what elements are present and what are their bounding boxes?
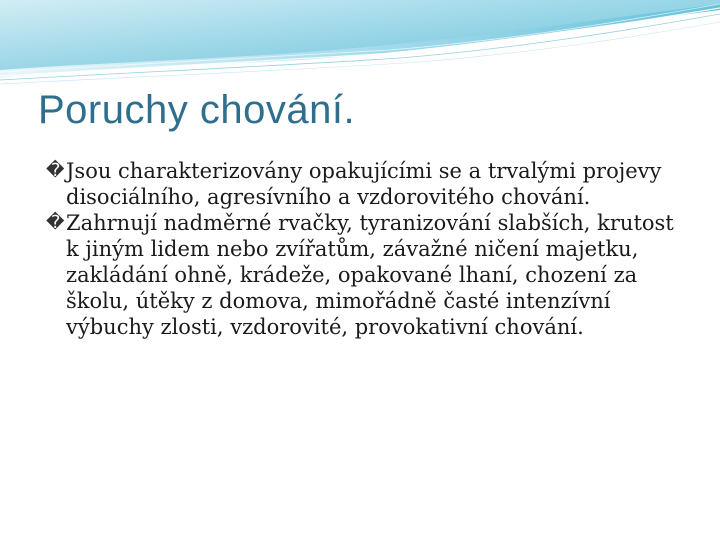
bullet-icon: � xyxy=(46,160,65,181)
bullet-list xyxy=(46,158,686,340)
bullet-icon: � xyxy=(46,212,65,233)
bullet-item xyxy=(46,210,686,340)
bullet-text: Jsou charakterizovány opakujícími se a trvalými projevy disociálního, agresívního a vzdorovitého chování. xyxy=(66,159,662,209)
slide-title: Poruchy chování. xyxy=(38,88,356,132)
bullet-text: Zahrnují nadměrné rvačky, tyranizování slabších, krutost k jiným lidem nebo zvířatům, závažné ničení majetku, zakládání ohně, krádeže, opakované lhaní, chození za školu, útěky z domova, mimořádně časté intenzívní výbuchy zlosti, vzdorovité, provokativní chování. xyxy=(66,211,674,339)
header-wave-decoration xyxy=(0,0,720,90)
bullet-item xyxy=(46,158,686,210)
